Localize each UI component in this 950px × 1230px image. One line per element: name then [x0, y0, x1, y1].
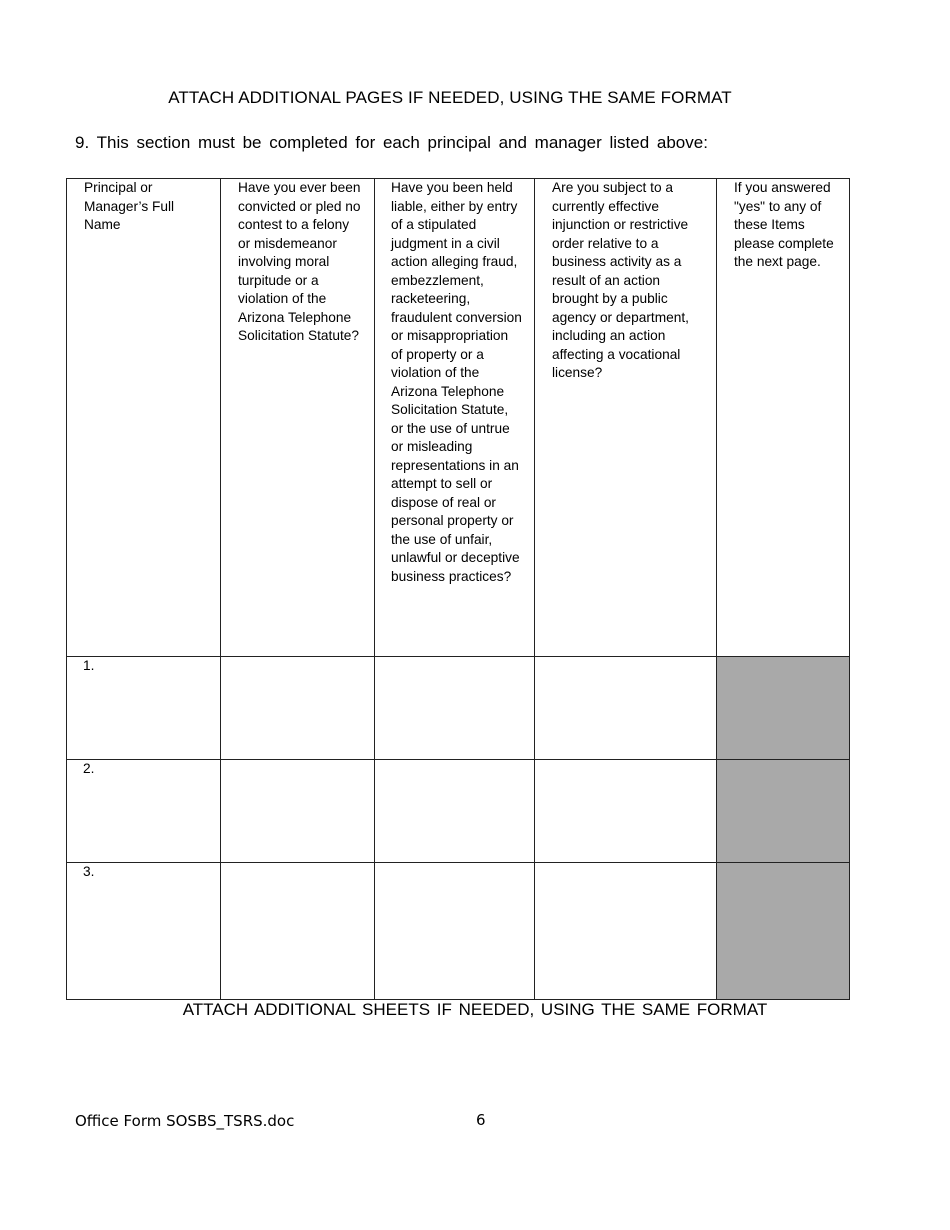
- attach-pages-note: [0, 88, 880, 108]
- answer-cell[interactable]: [535, 863, 717, 1000]
- header-full-name: Principal or Manager’s Full Name: [67, 179, 221, 657]
- answer-cell[interactable]: [375, 863, 535, 1000]
- principal-disclosure-table: [66, 178, 850, 1000]
- attach-pages-note-text: ATTACH ADDITIONAL PAGES IF NEEDED, USING THE SAME FORMAT: [168, 88, 732, 107]
- header-held-liable: Have you been held liable, either by entry of a stipulated judgment in a civil action alleging fraud, embezzlement, racketeering, fraudulent conversion or misappropriation of property or a violation of the Arizona Telephone Solicitation Statute, or the use of untrue or misleading representations in an attempt to sell or dispose of real or personal property or the use of unfair, unlawful or deceptive business practices?: [375, 179, 535, 657]
- shaded-cell: [717, 760, 850, 863]
- row-number: 2.: [67, 760, 221, 863]
- attach-sheets-note: ATTACH ADDITIONAL SHEETS IF NEEDED, USING THE SAME FORMAT: [182, 1000, 768, 1019]
- section-number: 9.: [75, 133, 90, 152]
- answer-cell[interactable]: [221, 760, 375, 863]
- footer-form-name: Office Form SOSBS_TSRS.doc: [75, 1112, 295, 1130]
- section-instruction: [75, 133, 708, 153]
- table-row: [67, 760, 850, 863]
- footer-page-number: 6: [476, 1111, 486, 1129]
- answer-cell[interactable]: [375, 760, 535, 863]
- table-row: [67, 863, 850, 1000]
- answer-cell[interactable]: [375, 657, 535, 760]
- answer-cell[interactable]: [221, 863, 375, 1000]
- row-number: 1.: [67, 657, 221, 760]
- section-text: This section must be completed for each principal and manager listed above:: [96, 133, 708, 152]
- row-number: 3.: [67, 863, 221, 1000]
- table-header-row: [67, 179, 850, 657]
- answer-cell[interactable]: [221, 657, 375, 760]
- answer-cell[interactable]: [535, 657, 717, 760]
- header-injunction: Are you subject to a currently effective injunction or restrictive order relative to a business activity as a result of an action brought by a public agency or department, including an action affecting a vocational license?: [535, 179, 717, 657]
- shaded-cell: [717, 657, 850, 760]
- answer-cell[interactable]: [535, 760, 717, 863]
- shaded-cell: [717, 863, 850, 1000]
- header-convicted: Have you ever been convicted or pled no contest to a felony or misdemeanor involving moral turpitude or a violation of the Arizona Telephone Solicitation Statute?: [221, 179, 375, 657]
- header-if-yes: If you answered "yes" to any of these Items please complete the next page.: [717, 179, 850, 657]
- table-row: [67, 657, 850, 760]
